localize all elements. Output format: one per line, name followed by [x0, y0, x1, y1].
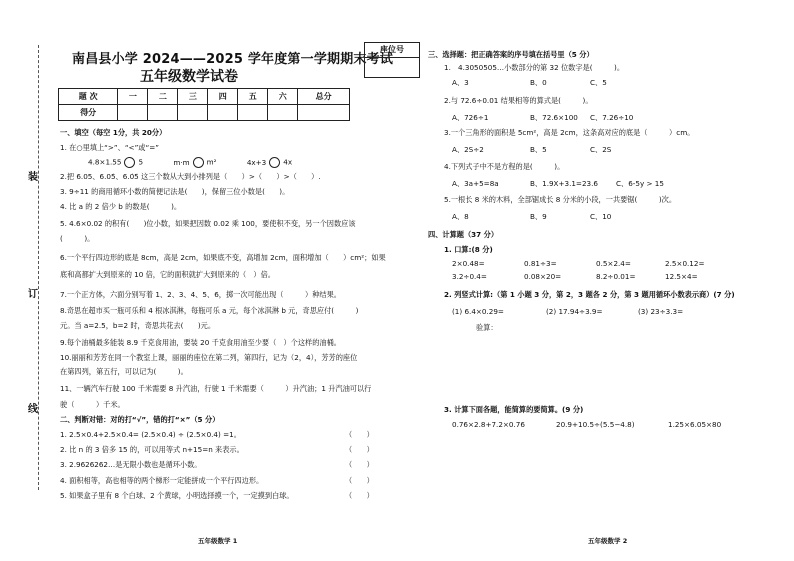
footer-page-1: 五年级数学 1: [198, 537, 238, 545]
simplify-item-1: 0.76×2.8+7.2×0.76: [452, 420, 525, 429]
choice-1: 1. 4.3050505…小数部分的第 32 位数字是( )。: [444, 63, 625, 72]
question-3: 3. 9÷11 的商用循环小数的简便记法是( )，保留三位小数是( )。: [60, 187, 290, 196]
judge-2-answer[interactable]: （ ）: [345, 445, 374, 454]
oral-item: 0.81÷3=: [524, 259, 557, 268]
judge-2: 2. 比 n 的 3 倍多 15 的，可以用等式 n+15=n 来表示。: [60, 445, 244, 454]
choice-1-option-a: A、3: [452, 78, 469, 87]
choice-3-option-a: A、2S÷2: [452, 145, 484, 154]
oral-item: 2×0.48=: [452, 259, 485, 268]
score-header-cell: 三: [178, 89, 208, 105]
section-true-false: 二、判断对错：对的打“√”，错的打“×”（5 分）: [60, 415, 220, 424]
judge-1: 1. 2.5×0.4+2.5×0.4= (2.5×0.4) ÷ (2.5×0.4) =1。: [60, 430, 241, 439]
score-table-row: [59, 105, 350, 121]
score-cell[interactable]: [208, 105, 238, 121]
choice-5-option-b: B、9: [530, 212, 547, 221]
question-4: 4. 比 a 的 2 倍少 b 的数是( )。: [60, 202, 182, 211]
seat-label: 座位号: [365, 43, 419, 58]
score-cell[interactable]: [178, 105, 208, 121]
oral-item: 3.2÷0.4=: [452, 272, 487, 281]
score-header-cell: 四: [208, 89, 238, 105]
choice-4: 4.下列式子中不是方程的是( )。: [444, 162, 565, 171]
oral-item: 12.5×4=: [665, 272, 698, 281]
seat-number-box: [364, 42, 420, 78]
calc-oral: 1. 口算:(8 分): [444, 245, 493, 254]
simplify-item-3: 1.25×6.05×80: [668, 420, 722, 429]
choice-1-option-c: C、5: [590, 78, 607, 87]
question-10: 10.丽丽和芳芳在同一个教室上课，丽丽的座位在第二列，第四行，记为（2，4），芳芳的座位: [60, 353, 358, 362]
q1c-left: 4x+3: [246, 157, 267, 167]
score-cell[interactable]: [148, 105, 178, 121]
margin-char-zhuang: 装: [28, 168, 38, 183]
judge-1-answer[interactable]: （ ）: [345, 430, 374, 439]
question-1: 1. 在○里填上“>”、“<”或“=”: [60, 143, 159, 152]
question-8-cont: 元。当 a=2.5，b=2 时，奇思共花去( )元。: [60, 321, 216, 330]
score-table-header: [59, 89, 350, 105]
question-1-items: [88, 157, 292, 168]
score-cell[interactable]: [268, 105, 298, 121]
q1a-left: 4.8×1.55: [88, 157, 122, 167]
choice-2-option-c: C、7.26÷10: [590, 113, 634, 122]
choice-5-option-a: A、8: [452, 212, 469, 221]
vertical-item-1: (1) 6.4×0.29=: [452, 307, 504, 316]
footer-page-2: 五年级数学 2: [588, 537, 628, 545]
question-6-cont: 底和高都扩大到原来的 10 倍，它的面积就扩大到原来的（ ）倍。: [60, 270, 275, 279]
question-6: 6.一个平行四边形的底是 8cm，高是 2cm，如果底不变，高增加 2cm，面积增加（ ）cm²；如果: [60, 253, 386, 262]
vertical-item-3: (3) 23÷3.3=: [638, 307, 684, 316]
choice-2-option-a: A、726÷1: [452, 113, 489, 122]
judge-5: 5. 如果盒子里有 8 个白球、2 个黄球，小明选择摸一个，一定摸到白球。: [60, 491, 294, 500]
judge-4: 4. 面积相等，高也相等的两个梯形一定能拼成一个平行四边形。: [60, 476, 264, 485]
question-5-cont: ( )。: [60, 234, 95, 243]
choice-2-option-b: B、72.6×100: [530, 113, 578, 122]
score-header-cell: 五: [238, 89, 268, 105]
oral-item: 0.08×20=: [524, 272, 562, 281]
judge-4-answer[interactable]: （ ）: [345, 476, 374, 485]
choice-4-option-c: C、6-5y > 15: [616, 179, 664, 188]
binding-line: [38, 45, 39, 490]
question-11: 11、一辆汽车行驶 100 千米需要 8 升汽油，行驶 1 千米需要（ ）升汽油；1 升汽油可以行: [60, 384, 372, 393]
margin-char-xian: 线: [28, 400, 38, 415]
choice-3-option-c: C、2S: [590, 145, 612, 154]
vertical-item-2: (2) 17.94÷3.9=: [546, 307, 603, 316]
score-cell[interactable]: [298, 105, 350, 121]
judge-3: 3. 2.9626262…是无限小数也是循环小数。: [60, 460, 202, 469]
choice-5-option-c: C、10: [590, 212, 612, 221]
calc-vertical: 2. 列竖式计算:（第 1 小题 3 分，第 2，3 题各 2 分，第 3 题用循环小数表示商）(7 分): [444, 290, 735, 299]
question-10-cont: 在第四列，第五行，可以记为( )。: [60, 367, 188, 376]
choice-2: 2.与 72.6÷0.01 结果相等的算式是( )。: [444, 96, 593, 105]
compare-circle[interactable]: [124, 157, 135, 168]
score-cell[interactable]: [118, 105, 148, 121]
judge-3-answer[interactable]: （ ）: [345, 460, 374, 469]
simplify-item-2: 20.9+10.5÷(5.5−4.8): [556, 420, 635, 429]
choice-5: 5.一根长 8 米的木料，全部锯成长 8 分米的小段，一共要锯( )次。: [444, 195, 677, 204]
q1c-right: 4x: [283, 157, 293, 167]
oral-item: 8.2÷0.01=: [596, 272, 636, 281]
score-cell[interactable]: [238, 105, 268, 121]
section-calculation: 四、计算题（37 分）: [428, 230, 499, 239]
section-multiple-choice: 三、选择题：把正确答案的序号填在括号里（5 分）: [428, 50, 594, 59]
verification-label: 验算：: [476, 323, 498, 332]
margin-char-ding: 订: [28, 285, 38, 300]
score-header-cell: 题 次: [59, 89, 118, 105]
calc-simplify: 3. 计算下面各题，能简算的要简算。(9 分): [444, 405, 584, 414]
question-2: 2.把 6.05、6.05̇、6.0̇5̇ 这三个数从大到小排列是（ ）>（ ）>（ ）.: [60, 172, 321, 181]
q1b-right: m²: [206, 157, 217, 167]
choice-4-option-a: A、3a+5=8a: [452, 179, 499, 188]
oral-item: 2.5×0.12=: [665, 259, 705, 268]
score-header-cell: 总分: [298, 89, 350, 105]
q1a-right: 5: [138, 157, 144, 167]
choice-4-option-b: B、1.9X+3.1=23.6: [530, 179, 598, 188]
q1b-left: m·m: [173, 157, 190, 167]
score-header-cell: 六: [268, 89, 298, 105]
binding-margin: [0, 0, 50, 561]
compare-circle[interactable]: [269, 157, 280, 168]
question-7: 7.一个正方体，六面分别写着 1、2、3、4、5、6，掷一次可能出现（ ）种结果。: [60, 290, 341, 299]
exam-title: 南昌县小学 2024——2025 学年度第一学期期末考试: [72, 52, 394, 67]
section-fill-blank: 一、填空（每空 1分，共 20分）: [60, 128, 167, 137]
oral-item: 0.5×2.4=: [596, 259, 631, 268]
choice-3-option-b: B、5: [530, 145, 547, 154]
question-5: 5. 4.6×0.02 的积有( )位小数，如果把因数 0.02 乘 100，要使积不变，另一个因数应该: [60, 219, 356, 228]
score-table: [58, 88, 350, 121]
question-11-cont: 驶（ ）千米。: [60, 400, 125, 409]
question-9: 9.每个油桶最多能装 8.9 千克食用油，要装 20 千克食用油至少要（ ）个这样的油桶。: [60, 338, 341, 347]
choice-3: 3.一个三角形的面积是 5cm²，高是 2cm，这条高对应的底是（ ）cm。: [444, 128, 695, 137]
compare-circle[interactable]: [193, 157, 204, 168]
question-8: 8.奇思在超市买一瓶可乐和 4 根冰淇淋，每瓶可乐 a 元，每个冰淇淋 b 元，奇思应付( ): [60, 306, 359, 315]
score-header-cell: 一: [118, 89, 148, 105]
score-row-label: 得分: [59, 105, 118, 121]
exam-subtitle: 五年级数学试卷: [140, 69, 238, 85]
judge-5-answer[interactable]: （ ）: [345, 491, 374, 500]
choice-1-option-b: B、0: [530, 78, 547, 87]
score-header-cell: 二: [148, 89, 178, 105]
